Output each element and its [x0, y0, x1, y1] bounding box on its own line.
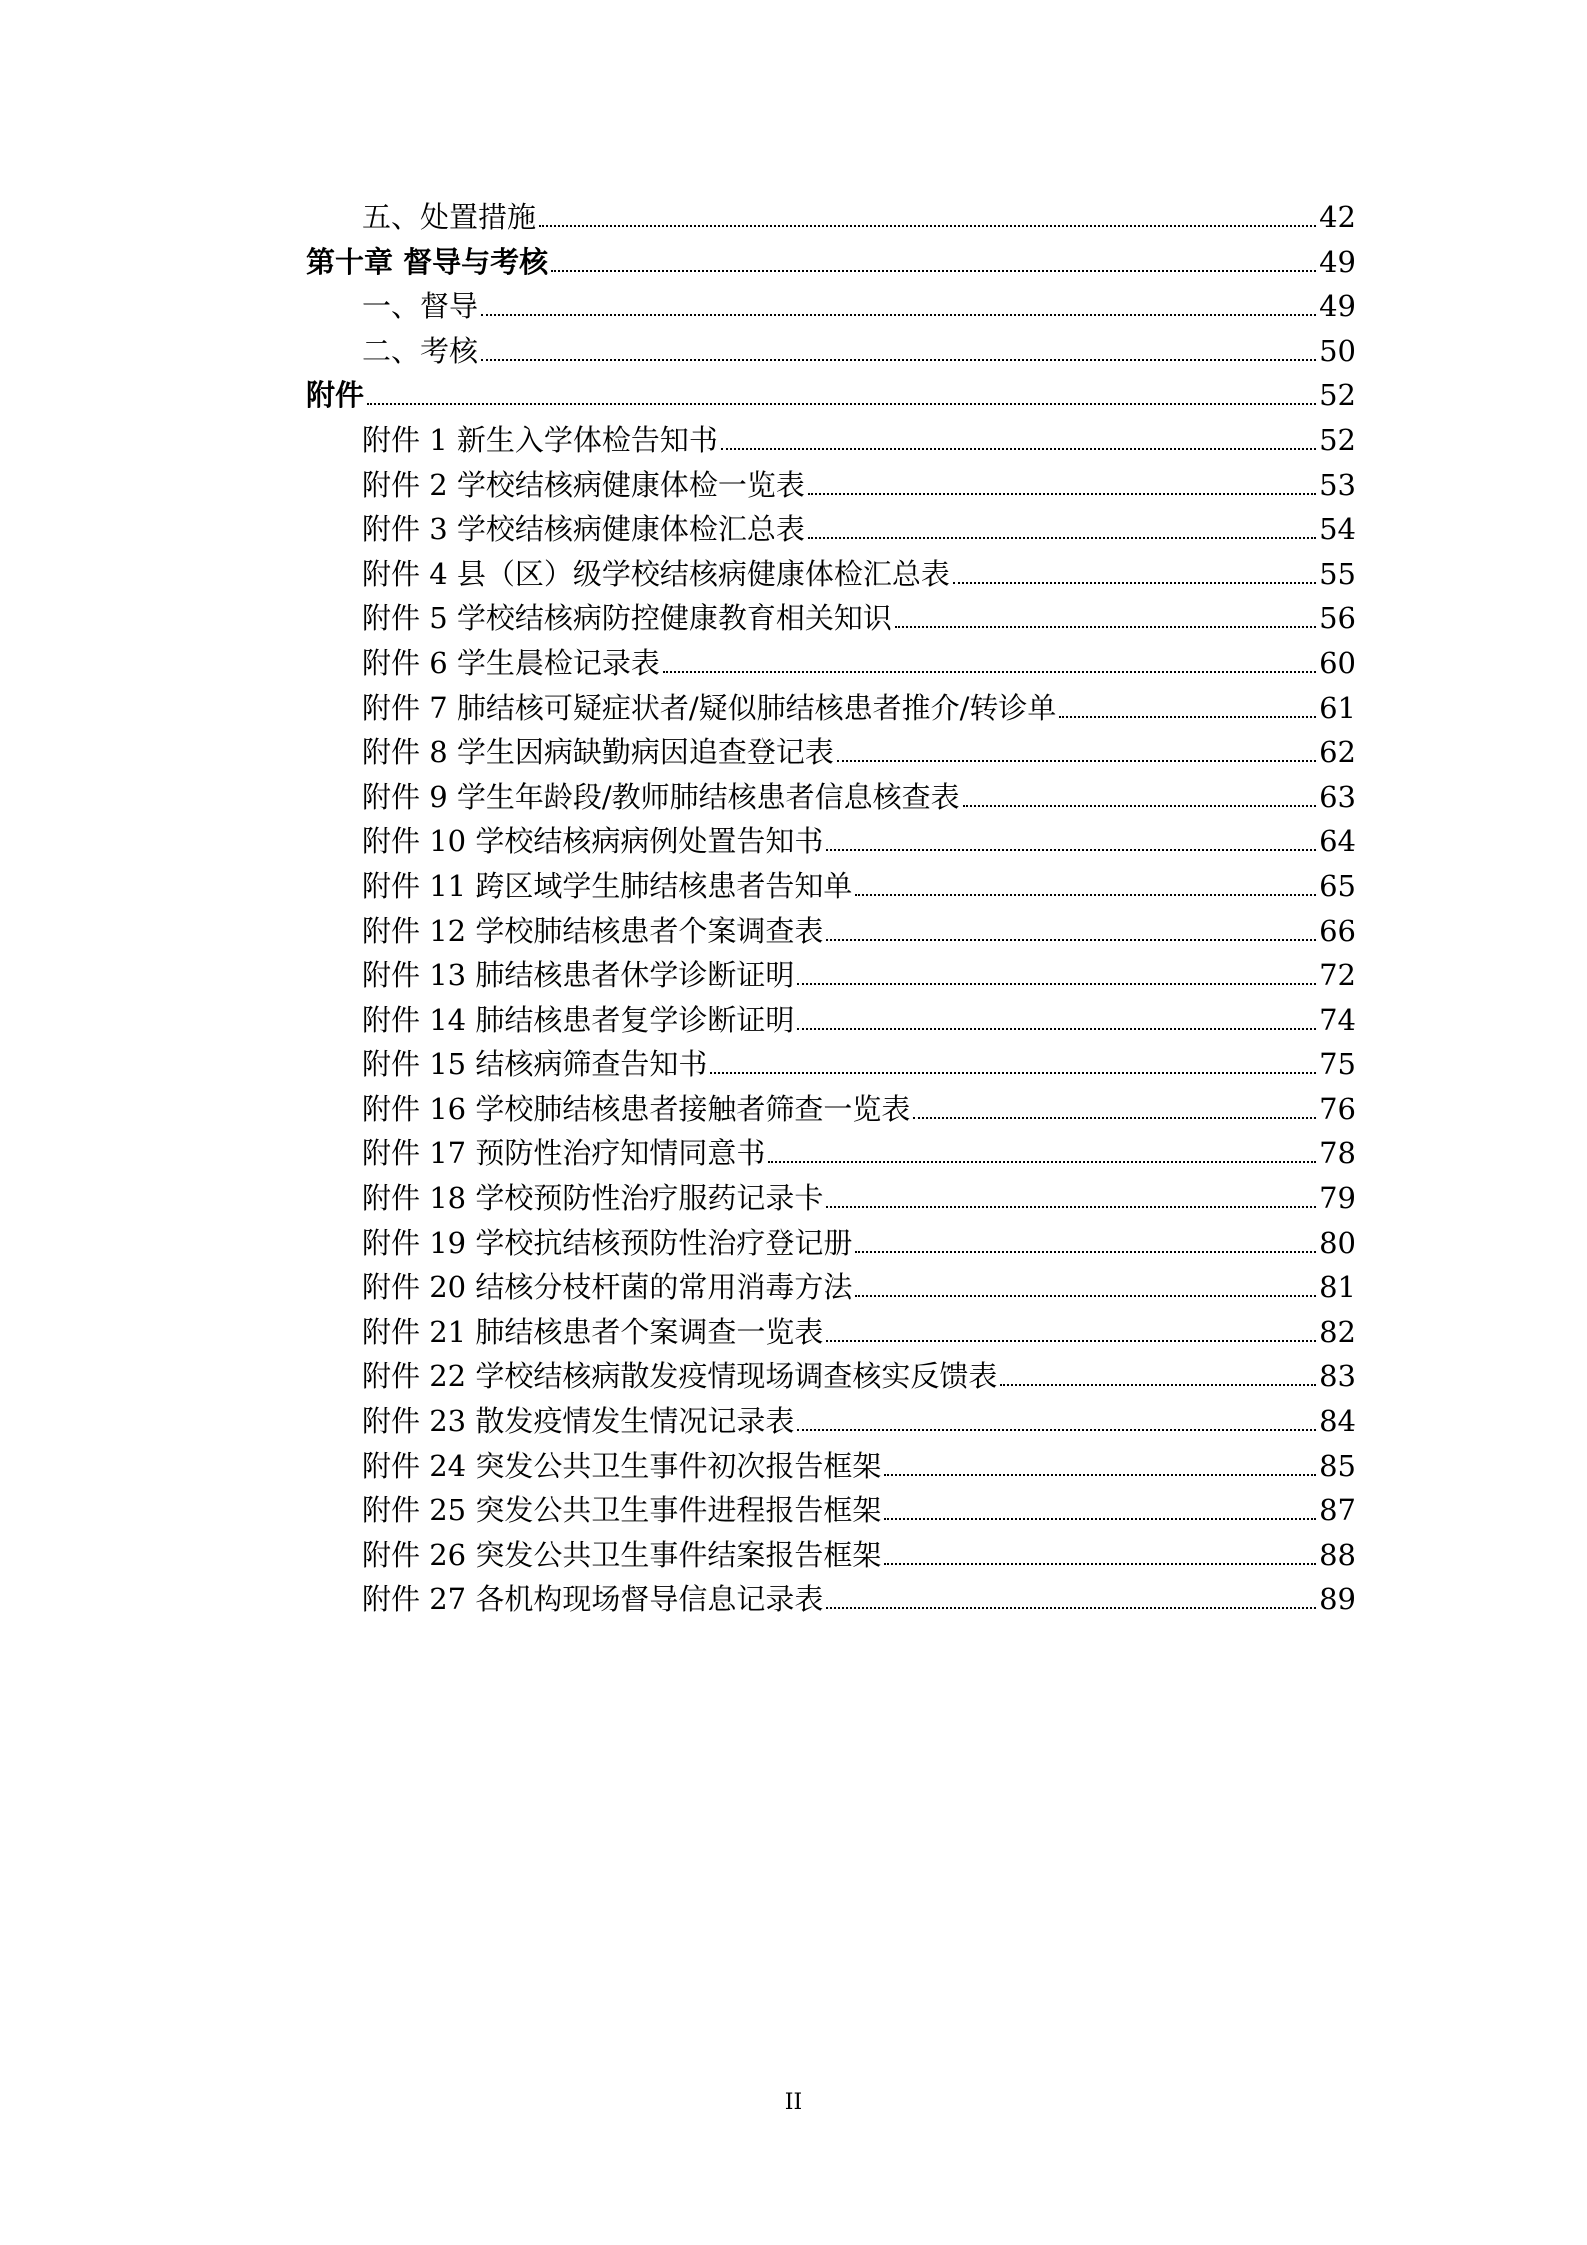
toc-entry-title: 附件 15 结核病筛查告知书	[362, 1047, 708, 1082]
dot-leader	[367, 403, 1316, 405]
dot-leader	[721, 448, 1316, 450]
toc-section-entry[interactable]	[306, 1087, 1356, 1132]
dot-leader	[953, 582, 1316, 584]
toc-entry-page-number: 54	[1319, 512, 1356, 547]
toc-entry-title: 附件 2 学校结核病健康体检一览表	[362, 467, 805, 502]
dot-leader	[808, 493, 1316, 495]
toc-entry-page-number: 62	[1319, 735, 1356, 770]
toc-section-entry[interactable]	[306, 864, 1356, 909]
toc-entry-page-number: 60	[1319, 645, 1356, 680]
dot-leader	[826, 1206, 1316, 1208]
toc-chapter-entry[interactable]	[306, 373, 1356, 418]
toc-section-entry[interactable]	[306, 552, 1356, 597]
toc-entry-title: 附件 24 突发公共卫生事件初次报告框架	[362, 1448, 882, 1483]
toc-entry-page-number: 89	[1319, 1582, 1356, 1617]
dot-leader	[481, 359, 1316, 361]
toc-entry-page-number: 87	[1319, 1493, 1356, 1528]
toc-entry-page-number: 84	[1319, 1404, 1356, 1439]
dot-leader	[797, 1028, 1316, 1030]
toc-section-entry[interactable]	[306, 998, 1356, 1043]
dot-leader	[551, 270, 1316, 272]
toc-entry-page-number: 72	[1319, 958, 1356, 993]
toc-entry-title: 五、处置措施	[362, 200, 537, 234]
toc-section-entry[interactable]	[306, 1042, 1356, 1087]
toc-entry-title: 附件 12 学校肺结核患者个案调查表	[362, 913, 824, 948]
toc-section-entry[interactable]	[306, 1354, 1356, 1399]
dot-leader	[855, 1251, 1316, 1253]
dot-leader	[797, 983, 1316, 985]
toc-entry-page-number: 75	[1319, 1047, 1356, 1082]
toc-entry-title: 附件 19 学校抗结核预防性治疗登记册	[362, 1225, 853, 1260]
toc-entry-page-number: 52	[1319, 378, 1356, 413]
toc-entry-page-number: 82	[1319, 1314, 1356, 1349]
toc-entry-page-number: 74	[1319, 1002, 1356, 1037]
toc-entry-title: 附件 23 散发疫情发生情况记录表	[362, 1404, 795, 1439]
dot-leader	[539, 225, 1316, 227]
toc-entry-page-number: 52	[1319, 422, 1356, 457]
toc-section-entry[interactable]	[306, 1221, 1356, 1266]
toc-section-entry[interactable]	[306, 1488, 1356, 1533]
toc-section-entry[interactable]	[306, 1310, 1356, 1355]
toc-entry-title: 附件 8 学生因病缺勤病因追查登记表	[362, 735, 834, 770]
toc-entry-title: 附件 7 肺结核可疑症状者/疑似肺结核患者推介/转诊单	[362, 690, 1057, 725]
toc-section-entry[interactable]	[306, 1577, 1356, 1622]
toc-entry-page-number: 65	[1319, 868, 1356, 903]
toc-section-entry[interactable]	[306, 909, 1356, 954]
toc-entry-title: 附件 11 跨区域学生肺结核患者告知单	[362, 868, 853, 903]
toc-entry-page-number: 81	[1319, 1270, 1356, 1305]
toc-entry-page-number: 49	[1319, 244, 1356, 279]
toc-entry-page-number: 88	[1319, 1537, 1356, 1572]
dot-leader	[837, 760, 1316, 762]
dot-leader	[963, 805, 1316, 807]
toc-entry-title: 附件 21 肺结核患者个案调查一览表	[362, 1314, 824, 1349]
dot-leader	[895, 626, 1316, 628]
toc-entry-page-number: 80	[1319, 1225, 1356, 1260]
toc-entry-title: 第十章 督导与考核	[306, 244, 549, 279]
dot-leader	[797, 1429, 1316, 1431]
toc-entry-title: 附件 3 学校结核病健康体检汇总表	[362, 512, 805, 547]
toc-entry-page-number: 85	[1319, 1448, 1356, 1483]
toc-entry-page-number: 78	[1319, 1136, 1356, 1171]
dot-leader	[826, 1340, 1316, 1342]
dot-leader	[826, 1607, 1316, 1609]
dot-leader	[710, 1072, 1316, 1074]
toc-section-entry[interactable]	[306, 1176, 1356, 1221]
toc-entry-title: 附件 14 肺结核患者复学诊断证明	[362, 1002, 795, 1037]
toc-entry-title: 附件 22 学校结核病散发疫情现场调查核实反馈表	[362, 1359, 998, 1394]
toc-entry-page-number: 66	[1319, 913, 1356, 948]
toc-entry-title: 附件 9 学生年龄段/教师肺结核患者信息核查表	[362, 779, 960, 814]
toc-entry-page-number: 42	[1319, 200, 1356, 234]
toc-section-entry[interactable]	[306, 953, 1356, 998]
toc-section-entry[interactable]	[306, 1265, 1356, 1310]
toc-entry-title: 附件 4 县（区）级学校结核病健康体检汇总表	[362, 556, 950, 591]
toc-section-entry[interactable]	[306, 418, 1356, 463]
dot-leader	[1000, 1384, 1316, 1386]
toc-entry-title: 一、督导	[362, 289, 479, 324]
dot-leader	[768, 1161, 1316, 1163]
toc-entry-page-number: 53	[1319, 467, 1356, 502]
toc-entry-page-number: 63	[1319, 779, 1356, 814]
table-of-contents	[306, 195, 1356, 1622]
toc-section-entry[interactable]	[306, 463, 1356, 508]
dot-leader	[884, 1474, 1316, 1476]
dot-leader	[826, 849, 1316, 851]
toc-entry-title: 附件 17 预防性治疗知情同意书	[362, 1136, 766, 1171]
toc-entry-title: 附件	[306, 378, 365, 413]
dot-leader	[884, 1563, 1316, 1565]
toc-entry-page-number: 64	[1319, 824, 1356, 859]
dot-leader	[855, 894, 1316, 896]
dot-leader	[481, 314, 1316, 316]
toc-entry-title: 附件 1 新生入学体检告知书	[362, 422, 718, 457]
toc-entry-title: 附件 20 结核分枝杆菌的常用消毒方法	[362, 1270, 853, 1305]
page-number: II	[784, 2090, 803, 2115]
toc-section-entry[interactable]	[306, 1131, 1356, 1176]
toc-section-entry[interactable]	[306, 1444, 1356, 1489]
toc-entry-page-number: 49	[1319, 289, 1356, 324]
toc-section-entry[interactable]	[306, 329, 1356, 374]
dot-leader	[913, 1117, 1316, 1119]
toc-section-entry[interactable]	[306, 195, 1356, 240]
toc-entry-page-number: 55	[1319, 556, 1356, 591]
toc-entry-page-number: 79	[1319, 1181, 1356, 1216]
toc-entry-title: 附件 13 肺结核患者休学诊断证明	[362, 958, 795, 993]
toc-entry-title: 附件 16 学校肺结核患者接触者筛查一览表	[362, 1091, 911, 1126]
dot-leader	[855, 1295, 1316, 1297]
toc-entry-page-number: 50	[1319, 333, 1356, 368]
toc-chapter-entry[interactable]	[306, 240, 1356, 285]
toc-entry-title: 附件 26 突发公共卫生事件结案报告框架	[362, 1537, 882, 1572]
toc-entry-title: 附件 25 突发公共卫生事件进程报告框架	[362, 1493, 882, 1528]
toc-entry-title: 附件 18 学校预防性治疗服药记录卡	[362, 1181, 824, 1216]
toc-entry-page-number: 76	[1319, 1091, 1356, 1126]
toc-entry-title: 附件 6 学生晨检记录表	[362, 645, 660, 680]
toc-entry-title: 附件 5 学校结核病防控健康教育相关知识	[362, 601, 892, 636]
toc-entry-page-number: 61	[1319, 690, 1356, 725]
dot-leader	[808, 537, 1316, 539]
toc-section-entry[interactable]	[306, 596, 1356, 641]
toc-entry-title: 二、考核	[362, 333, 479, 368]
dot-leader	[826, 939, 1316, 941]
dot-leader	[1059, 716, 1316, 718]
toc-section-entry[interactable]	[306, 641, 1356, 686]
toc-section-entry[interactable]	[306, 507, 1356, 552]
toc-entry-page-number: 83	[1319, 1359, 1356, 1394]
toc-entry-page-number: 56	[1319, 601, 1356, 636]
toc-entry-title: 附件 10 学校结核病病例处置告知书	[362, 824, 824, 859]
dot-leader	[884, 1518, 1316, 1520]
toc-entry-title: 附件 27 各机构现场督导信息记录表	[362, 1582, 824, 1617]
toc-section-entry[interactable]	[306, 775, 1356, 820]
toc-section-entry[interactable]	[306, 686, 1356, 731]
toc-section-entry[interactable]	[306, 284, 1356, 329]
toc-section-entry[interactable]	[306, 1533, 1356, 1578]
toc-section-entry[interactable]	[306, 730, 1356, 775]
toc-section-entry[interactable]	[306, 819, 1356, 864]
dot-leader	[663, 671, 1316, 673]
toc-section-entry[interactable]	[306, 1399, 1356, 1444]
